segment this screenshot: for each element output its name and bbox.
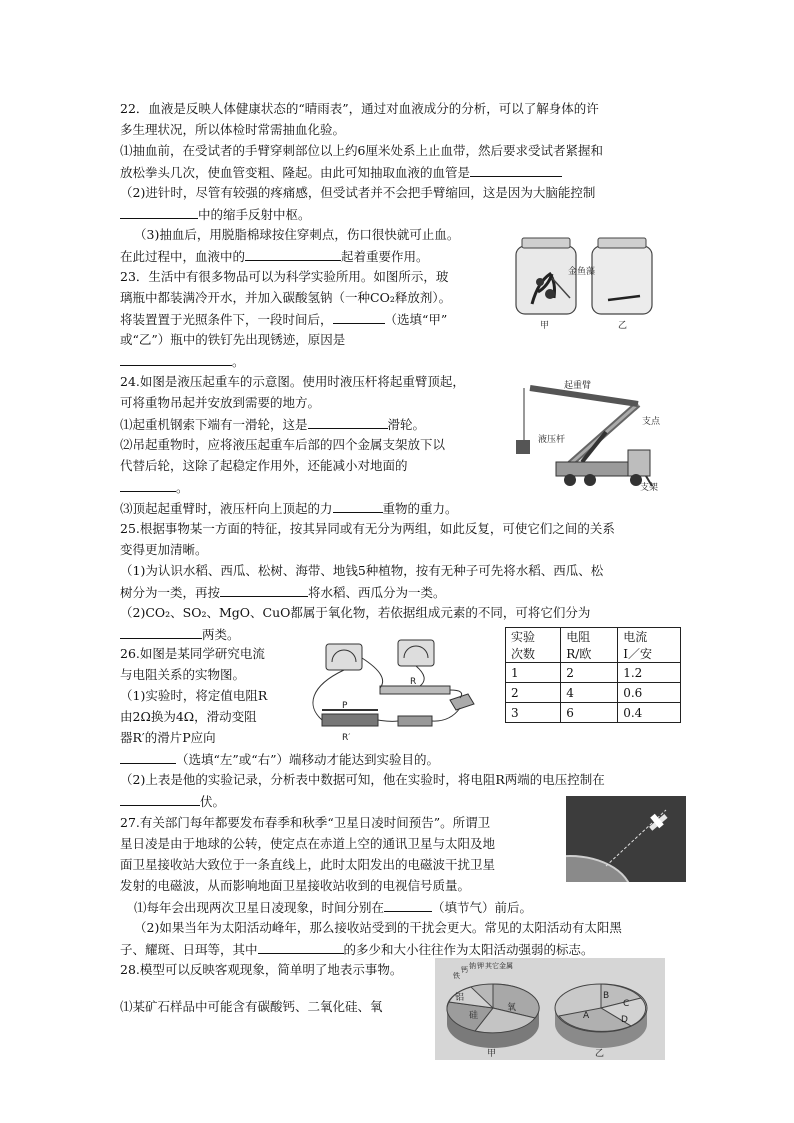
label-arm: 起重臂 bbox=[564, 381, 592, 391]
pie-a-slice-sodium: 钠 bbox=[469, 962, 476, 970]
q27-part1-post: （填节气）前后。 bbox=[432, 900, 533, 915]
pie-a-slice-silicon: 硅 bbox=[469, 1011, 479, 1021]
satellite-photo-icon bbox=[566, 796, 686, 882]
label-stand: 支架 bbox=[640, 483, 659, 493]
q23-line-1: 23．生活中有很多物品可以为科学实验所用。如图所示，玻 bbox=[120, 269, 449, 284]
q27-part2-line-1: （2)如果当年为太阳活动峰年，那么接收站受到的干扰会更大。常见的太阳活动有太阳黑 bbox=[134, 920, 622, 935]
q22-part2-line-1: （2)进针时，尽管有较强的疼痛感，但受试者并不会把手臂缩回，这是因为大脑能控制 bbox=[120, 185, 596, 200]
q22-part3-line-1: （3)抽血后，用脱脂棉球按住穿刺点，伤口很快就可止血。 bbox=[134, 227, 460, 242]
q27-part2-line-2 bbox=[120, 940, 594, 959]
q27-part1-pre: ⑴每年会出现两次卫星日凌现象，时间分别在 bbox=[134, 900, 385, 915]
answer-blank[interactable] bbox=[245, 247, 341, 261]
jars-figure bbox=[510, 234, 660, 332]
q25-line-2: 变得更加清晰。 bbox=[120, 542, 208, 557]
header-resistance: 电阻 R/欧 bbox=[561, 628, 618, 663]
q23-line-5 bbox=[120, 352, 245, 371]
q22-part1-line-2 bbox=[120, 163, 562, 182]
header-trial: 实验 次数 bbox=[506, 628, 561, 663]
cell-current: 0.4 bbox=[618, 703, 681, 723]
crane-truck-icon bbox=[516, 388, 652, 486]
answer-blank[interactable] bbox=[120, 478, 176, 492]
label-jar-b: 乙 bbox=[618, 321, 628, 331]
jar-b-icon bbox=[592, 238, 652, 314]
answer-blank[interactable] bbox=[470, 163, 562, 177]
label-R: R bbox=[410, 677, 417, 687]
q22-part2-text: 中的缩手反射中枢。 bbox=[198, 207, 311, 222]
q25-part2-line-1: （2)CO₂、SO₂、MgO、CuO都属于氧化物，若依据组成元素的不同，可将它们分为 bbox=[120, 605, 591, 620]
pie-b-slice-A: A bbox=[583, 1011, 590, 1021]
q22-part2-line-2 bbox=[120, 205, 311, 224]
q24-part1 bbox=[120, 415, 425, 434]
answer-blank[interactable] bbox=[333, 499, 383, 513]
table-row bbox=[506, 683, 681, 703]
circuit-figure bbox=[300, 636, 490, 746]
cell-trial: 1 bbox=[506, 663, 561, 683]
q23-line-3-pre: 将装置置于光照条件下，一段时间后， bbox=[120, 312, 333, 327]
answer-blank[interactable] bbox=[120, 352, 232, 366]
pie-chart-b bbox=[555, 984, 647, 1048]
q24-line-2: 可将重物吊起并安放到需要的地方。 bbox=[120, 395, 321, 410]
pie-a-label: 甲 bbox=[487, 1049, 497, 1059]
pie-charts-figure bbox=[435, 958, 665, 1060]
answer-blank[interactable] bbox=[384, 898, 432, 912]
cell-current: 1.2 bbox=[618, 663, 681, 683]
label-P: P bbox=[342, 701, 348, 711]
answer-blank[interactable] bbox=[120, 750, 176, 764]
q24-part3 bbox=[120, 499, 458, 518]
experiment-table bbox=[505, 627, 681, 723]
pie-a-slice-other-metals: 其它金属 bbox=[485, 962, 513, 970]
q24-part1-post: 滑轮。 bbox=[387, 417, 426, 432]
q24-part2-line-1: ⑵吊起重物时，应将液压起重车后部的四个金属支架放下以 bbox=[120, 437, 446, 452]
q25-part1-line-1: （1)为认识水稻、西瓜、松树、海带、地钱5种植物，按有无种子可先将水稻、西瓜、松 bbox=[120, 563, 604, 578]
q26-part1-line-4 bbox=[120, 750, 439, 769]
q25-part2-post: 两类。 bbox=[202, 627, 240, 642]
q27-line-3: 面卫星接收站大致位于一条直线上，此时太阳发出的电磁波干扰卫星 bbox=[120, 857, 496, 872]
q26-part2-line-1: （2)上表是他的实验记录，分析表中数据可知，他在实验时，将电阻R两端的电压控制在 bbox=[120, 772, 605, 787]
q22-intro-line-2: 多生理状况，所以体检时常需抽血化验。 bbox=[120, 122, 346, 137]
q22-part1-text: 放松拳头几次，使血管变粗、隆起。由此可知抽取血液的血管是 bbox=[120, 165, 471, 180]
cell-trial: 3 bbox=[506, 703, 561, 723]
pie-a-slice-oxygen: 氧 bbox=[507, 1003, 517, 1013]
q26-part1-line-2: 由2Ω换为4Ω，滑动变阻 bbox=[120, 709, 257, 724]
q26-part2-line-2 bbox=[120, 792, 225, 811]
cell-resistance: 4 bbox=[561, 683, 618, 703]
cell-current: 0.6 bbox=[618, 683, 681, 703]
table-row bbox=[506, 703, 681, 723]
label-pivot: 支点 bbox=[642, 417, 661, 427]
label-plant: 金鱼藻 bbox=[568, 267, 596, 277]
q27-line-4: 发射的电磁波，从而影响地面卫星接收站收到的电视信号质量。 bbox=[120, 878, 471, 893]
satellite-figure bbox=[566, 796, 686, 882]
q23-line-3-post: （选填“甲” bbox=[384, 312, 448, 327]
q24-part1-pre: ⑴起重机钢索下端有一滑轮，这是 bbox=[120, 417, 308, 432]
q25-part1-line-2 bbox=[120, 583, 446, 602]
q24-part2-line-3 bbox=[120, 478, 189, 497]
q24-part2-line-2: 代替后轮，这除了起稳定作用外，还能减小对地面的 bbox=[120, 458, 408, 473]
q25-part1-post: 将水稻、西瓜分为一类。 bbox=[308, 585, 446, 600]
q28-line-1: 28.模型可以反映客观现象，简单明了地表示事物。 bbox=[120, 962, 403, 977]
answer-blank[interactable] bbox=[120, 792, 200, 806]
label-R-prime: R′ bbox=[342, 733, 351, 743]
q23-line-5-post: 。 bbox=[232, 354, 245, 369]
q24-line-1: 24.如图是液压起重车的示意图。使用时液压杆将起重臂顶起， bbox=[120, 374, 465, 389]
pie-b-label: 乙 bbox=[595, 1049, 605, 1059]
answer-blank[interactable] bbox=[120, 625, 202, 639]
q28-part1: ⑴某矿石样品中可能含有碳酸钙、二氧化硅、氧 bbox=[120, 999, 383, 1014]
q24-part3-pre: ⑶顶起起重臂时，液压杆向上顶起的力 bbox=[120, 501, 333, 516]
cell-trial: 2 bbox=[506, 683, 561, 703]
q26-part1-line-1: （1)实验时，将定值电阻R bbox=[120, 688, 268, 703]
q22-part3-line-2 bbox=[120, 247, 429, 266]
table-row bbox=[506, 663, 681, 683]
header-current: 电流 I／安 bbox=[618, 628, 681, 663]
q26-line-1: 26.如图是某同学研究电流 bbox=[120, 646, 265, 661]
pie-a-slice-aluminium: 铝 bbox=[455, 993, 465, 1003]
answer-blank[interactable] bbox=[308, 415, 388, 429]
label-rod: 液压杆 bbox=[538, 435, 566, 445]
q27-line-2: 星日凌是由于地球的公转，使定点在赤道上空的通讯卫星与太阳及地 bbox=[120, 836, 496, 851]
q23-line-4: 或“乙”）瓶中的铁钉先出现锈迹，原因是 bbox=[120, 332, 346, 347]
q22-intro-line-1: 22．血液是反映人体健康状态的“晴雨表”，通过对血液成分的分析，可以了解身体的许 bbox=[120, 101, 599, 116]
q26-part1-line-3: 器R′的滑片P应向 bbox=[120, 730, 216, 745]
q27-line-1: 27.有关部门每年都要发布春季和秋季“卫星日凌时间预告”。所谓卫 bbox=[120, 815, 491, 830]
circuit-icon bbox=[313, 640, 474, 726]
q24-part2-post: 。 bbox=[176, 480, 189, 495]
q27-part1 bbox=[134, 898, 532, 917]
pie-a-slice-iron: 铁 bbox=[453, 972, 460, 980]
answer-blank[interactable] bbox=[220, 583, 308, 597]
pie-b-slice-C: C bbox=[623, 999, 630, 1009]
cell-resistance: 6 bbox=[561, 703, 618, 723]
q27-part2-pre: 子、耀斑、日珥等，其中 bbox=[120, 942, 258, 957]
cell-resistance: 2 bbox=[561, 663, 618, 683]
q22-part3-post: 起着重要作用。 bbox=[341, 249, 429, 264]
q26-part1-post: （选填“左”或“右”）端移动才能达到实验目的。 bbox=[176, 752, 440, 767]
table-header-row bbox=[506, 628, 681, 663]
q26-line-2: 与电阻关系的实物图。 bbox=[120, 667, 246, 682]
q24-part3-post: 重物的重力。 bbox=[382, 501, 458, 516]
q22-part1-line-1: ⑴抽血前，在受试者的手臂穿刺部位以上约6厘米处系上止血带，然后要求受试者紧握和 bbox=[120, 143, 603, 158]
q23-line-3 bbox=[120, 310, 447, 329]
answer-blank[interactable] bbox=[333, 310, 385, 324]
q25-part1-pre: 树分为一类，再按 bbox=[120, 585, 221, 600]
answer-blank[interactable] bbox=[258, 940, 344, 954]
q25-line-1: 25.根据事物某一方面的特征，按其异同或有无分为两组，如此反复，可使它们之间的关系 bbox=[120, 521, 615, 536]
pie-b-slice-B: B bbox=[603, 991, 610, 1001]
crane-figure bbox=[510, 378, 670, 494]
q22-part3-pre: 在此过程中，血液中的 bbox=[120, 249, 246, 264]
label-jar-a: 甲 bbox=[540, 321, 550, 331]
jar-a-icon bbox=[516, 238, 576, 314]
pie-a-slice-potassium: 钾 bbox=[477, 962, 484, 970]
q23-line-2: 璃瓶中都装满冷开水，并加入碳酸氢钠（一种CO₂释放剂）。 bbox=[120, 290, 452, 305]
pie-a-slice-calcium: 钙 bbox=[461, 966, 468, 974]
q27-part2-post: 的多少和大小往往作为太阳活动强弱的标志。 bbox=[343, 942, 594, 957]
q26-part2-post: 伏。 bbox=[200, 794, 226, 809]
answer-blank[interactable] bbox=[120, 205, 198, 219]
pie-b-slice-D: D bbox=[621, 1015, 628, 1025]
q25-part2-line-2 bbox=[120, 625, 240, 644]
